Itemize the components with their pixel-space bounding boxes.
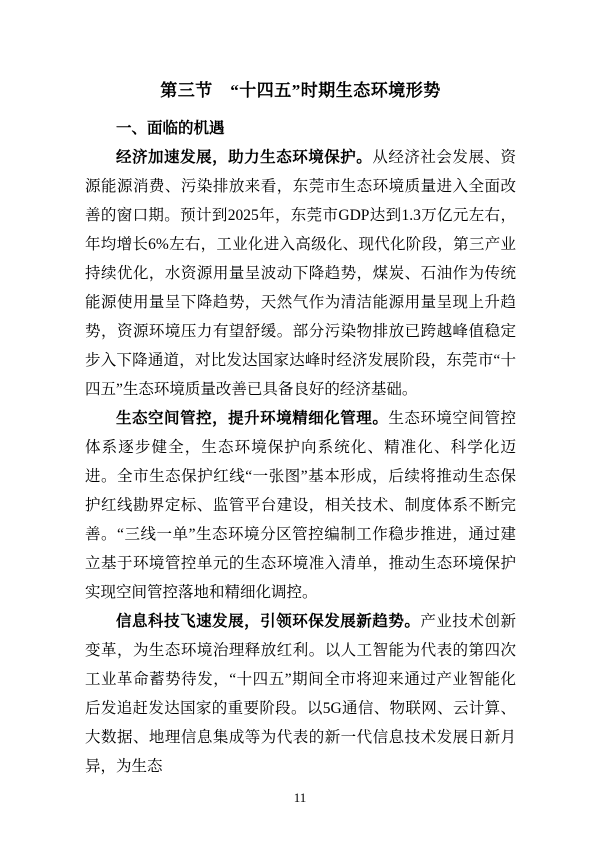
- paragraph: [85, 607, 516, 781]
- paragraph-lead: 经济加速发展，助力生态环境保护。: [116, 149, 373, 166]
- page-number: 11: [293, 790, 307, 805]
- section-title: 第三节 “十四五”时期生态环境形势: [160, 81, 441, 100]
- paragraph-body: 产业技术创新变革，为生态环境治理释放红利。以人工智能为代表的第四次工业革命蓄势待发，“十四五”期间全市将迎来通过产业智能化后发追赶发达国家的重要阶段。以5G通信、物联网、云计算、大数据、地理信息集成等为代表的新一代信息技术发展日新月异，为生态: [85, 613, 516, 775]
- paragraph-lead: 信息科技飞速发展，引领环保发展新趋势。: [116, 613, 421, 630]
- paragraph: [85, 143, 516, 404]
- paragraph-body: 生态环境空间管控体系逐步健全，生态环境保护向系统化、精准化、科学化迈进。全市生态保护红线“一张图”基本形成，后续将推动生态保护红线勘界定标、监管平台建设，相关技术、制度体系不断完善。“三线一单”生态环境分区管控编制工作稳步推进，通过建立基于环境管控单元的生态环境准入清单，推动生态环境保护实现空间管控落地和精细化调控。: [85, 410, 516, 601]
- subsection-heading: 一、面临的机遇: [116, 120, 225, 137]
- paragraph-body: 从经济社会发展、资源能源消费、污染排放来看，东莞市生态环境质量进入全面改善的窗口期。预计到2025年，东莞市GDP达到1.3万亿元左右，年均增长6%左右，工业化进入高级化、现代化阶段，第三产业持续优化，水资源用量呈波动下降趋势，煤炭、石油作为传统能源使用量呈下降趋势，天然气作为清洁能源用量呈现上升趋势，资源环境压力有望舒缓。部分污染物排放已跨越峰值稳定步入下降通道，对比发达国家达峰时经济发展阶段，东莞市“十四五”生态环境质量改善已具备良好的经济基础。: [85, 149, 516, 398]
- paragraph: [85, 404, 516, 607]
- paragraph-lead: 生态空间管控，提升环境精细化管理。: [116, 410, 389, 427]
